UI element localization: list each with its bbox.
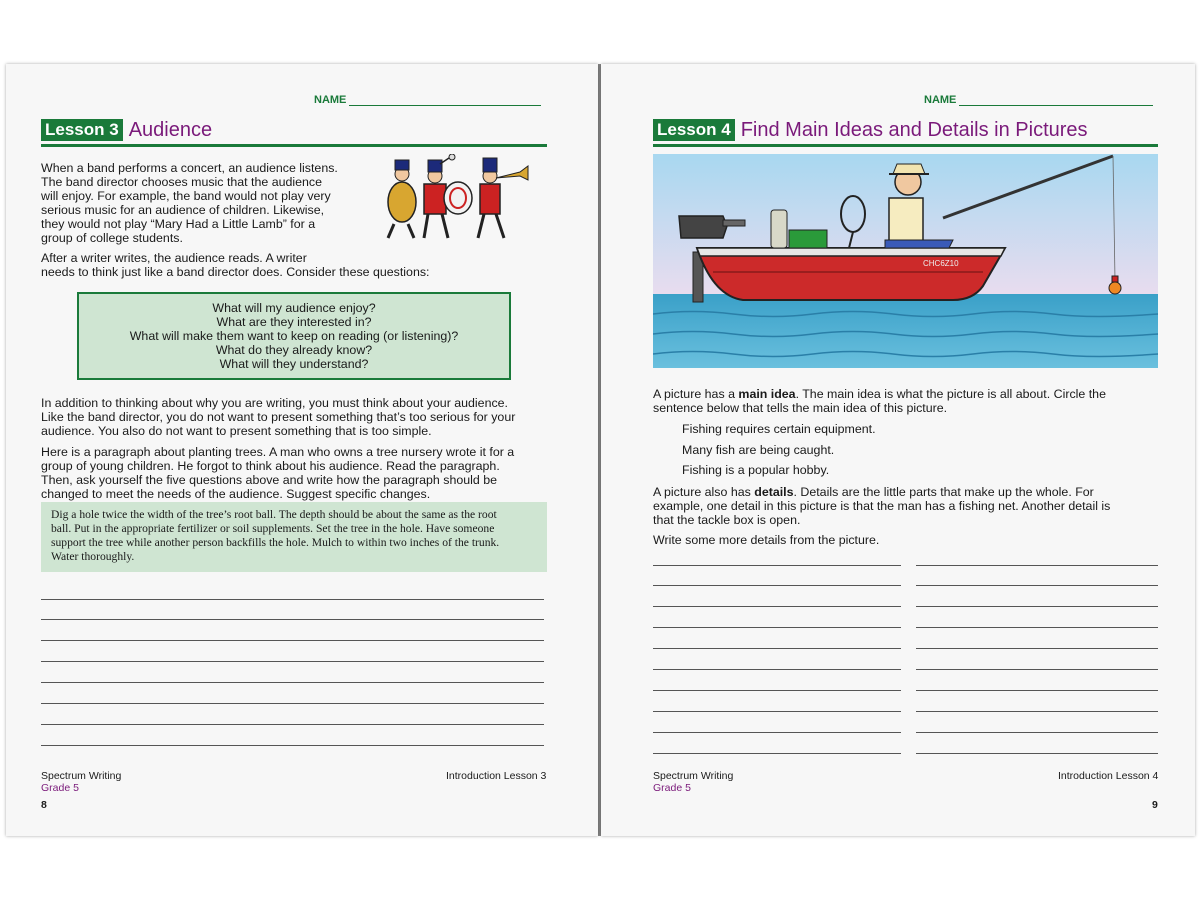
book-title: Spectrum Writing: [653, 770, 734, 782]
instructions-paragraph: Here is a paragraph about planting trees. A man who owns a tree nursery wrote it for a group of young children. He forgot to think about his audience. Read the paragraph. Then, ask yourself the five questions above and write how the paragraph should be changed to meet the needs of the audience. Suggest specific changes.: [41, 445, 515, 501]
answer-line[interactable]: [41, 724, 544, 725]
lesson-badge: Lesson 4: [653, 119, 735, 141]
question: What will they understand?: [219, 357, 369, 371]
footer-lesson-label: Introduction Lesson 3: [446, 770, 547, 782]
questions-box: [77, 292, 511, 380]
grade-label: Grade 5: [653, 782, 691, 794]
detail-answer-line[interactable]: [916, 565, 1158, 566]
choice-equipment[interactable]: Fishing requires certain equipment.: [682, 422, 876, 436]
write-prompt: Write some more details from the picture.: [653, 533, 880, 547]
footer-book-info: [41, 770, 121, 794]
detail-answer-line[interactable]: [653, 732, 901, 733]
boat-lettering: CHC6Z10: [923, 259, 959, 268]
detail-answer-line[interactable]: [916, 606, 1158, 607]
question: What do they already know?: [215, 343, 373, 357]
grade-label: Grade 5: [41, 782, 79, 794]
marching-band-illustration: [380, 154, 532, 242]
name-write-line[interactable]: [349, 104, 541, 106]
detail-answer-line[interactable]: [653, 648, 901, 649]
details-paragraph: A picture also has details. Details are the little parts that make up the whole. For example, one detail in this picture is that the man has a fishing net. Another detail is that the tackle box is open.: [653, 485, 1111, 527]
main-idea-paragraph: A picture has a main idea. The main idea is what the picture is all about. Circle the sentence below that tells the main idea of this picture.: [653, 387, 1106, 415]
name-label: NAME: [314, 94, 347, 106]
lesson-heading: [653, 118, 1088, 142]
answer-line[interactable]: [41, 619, 544, 620]
detail-answer-line[interactable]: [653, 606, 901, 607]
detail-answer-line[interactable]: [916, 711, 1158, 712]
writer-paragraph: After a writer writes, the audience reads. A writer needs to think just like a band director does. Consider these questions:: [41, 251, 430, 279]
name-label: NAME: [924, 94, 957, 106]
footer-book-info: [653, 770, 733, 794]
fishing-illustration: [653, 154, 1158, 368]
detail-answer-line[interactable]: [916, 669, 1158, 670]
detail-answer-line[interactable]: [916, 753, 1158, 754]
question: What will my audience enjoy?: [212, 301, 376, 315]
detail-answer-line[interactable]: [916, 732, 1158, 733]
left-page: [6, 64, 598, 836]
question: What will make them want to keep on reading (or listening)?: [129, 329, 459, 343]
lesson-heading: [41, 118, 212, 142]
heading-rule: [41, 144, 547, 147]
detail-answer-line[interactable]: [653, 585, 901, 586]
answer-line[interactable]: [41, 661, 544, 662]
answer-line[interactable]: [41, 640, 544, 641]
name-field: [924, 94, 1153, 106]
intro-paragraph: When a band performs a concert, an audience listens. The band director chooses music that the audience will enjoy. For example, the band would not play very serious music for an audience of children. Likewise, they would not play “Mary Had a Little Lamb” for a group of college students.: [41, 161, 338, 245]
detail-answer-line[interactable]: [653, 690, 901, 691]
term-details: details: [754, 485, 794, 499]
name-write-line[interactable]: [959, 104, 1153, 106]
question: What are they interested in?: [216, 315, 372, 329]
detail-answer-line[interactable]: [916, 585, 1158, 586]
detail-answer-line[interactable]: [653, 669, 901, 670]
detail-answer-line[interactable]: [916, 648, 1158, 649]
footer-lesson-label: Introduction Lesson 4: [1058, 770, 1159, 782]
answer-line[interactable]: [41, 703, 544, 704]
detail-answer-line[interactable]: [653, 627, 901, 628]
choice-fish-caught[interactable]: Many fish are being caught.: [682, 443, 835, 457]
heading-rule: [653, 144, 1158, 147]
lesson-badge: Lesson 3: [41, 119, 123, 141]
name-field: [314, 94, 541, 106]
detail-answer-line[interactable]: [653, 711, 901, 712]
detail-answer-line[interactable]: [653, 565, 901, 566]
page-number: 8: [41, 799, 47, 811]
page-number: 9: [1152, 799, 1158, 811]
term-main-idea: main idea: [738, 387, 796, 401]
right-page: [601, 64, 1195, 836]
detail-answer-line[interactable]: [916, 627, 1158, 628]
book-title: Spectrum Writing: [41, 770, 122, 782]
detail-answer-line[interactable]: [916, 690, 1158, 691]
lesson-title: Find Main Ideas and Details in Pictures: [740, 118, 1088, 141]
tree-paragraph-box: Dig a hole twice the width of the tree’s root ball. The depth should be about the same as the root ball. Put in the appropriate fertilizer or soil supplements. Set the tree in the hole. Have someone support the tree while another person backfills the hole. Mulch to within two inches of the trunk. Water thoroughly.: [41, 502, 547, 572]
detail-answer-line[interactable]: [653, 753, 901, 754]
lesson-title: Audience: [128, 118, 213, 141]
answer-line[interactable]: [41, 745, 544, 746]
answer-line[interactable]: [41, 682, 544, 683]
choice-popular-hobby[interactable]: Fishing is a popular hobby.: [682, 463, 830, 477]
audience-paragraph: In addition to thinking about why you are writing, you must think about your audience. Like the band director, you do not want to present something that’s too serious for your audience. You also do not want to present something that is too simple.: [41, 396, 516, 438]
answer-line[interactable]: [41, 599, 544, 600]
